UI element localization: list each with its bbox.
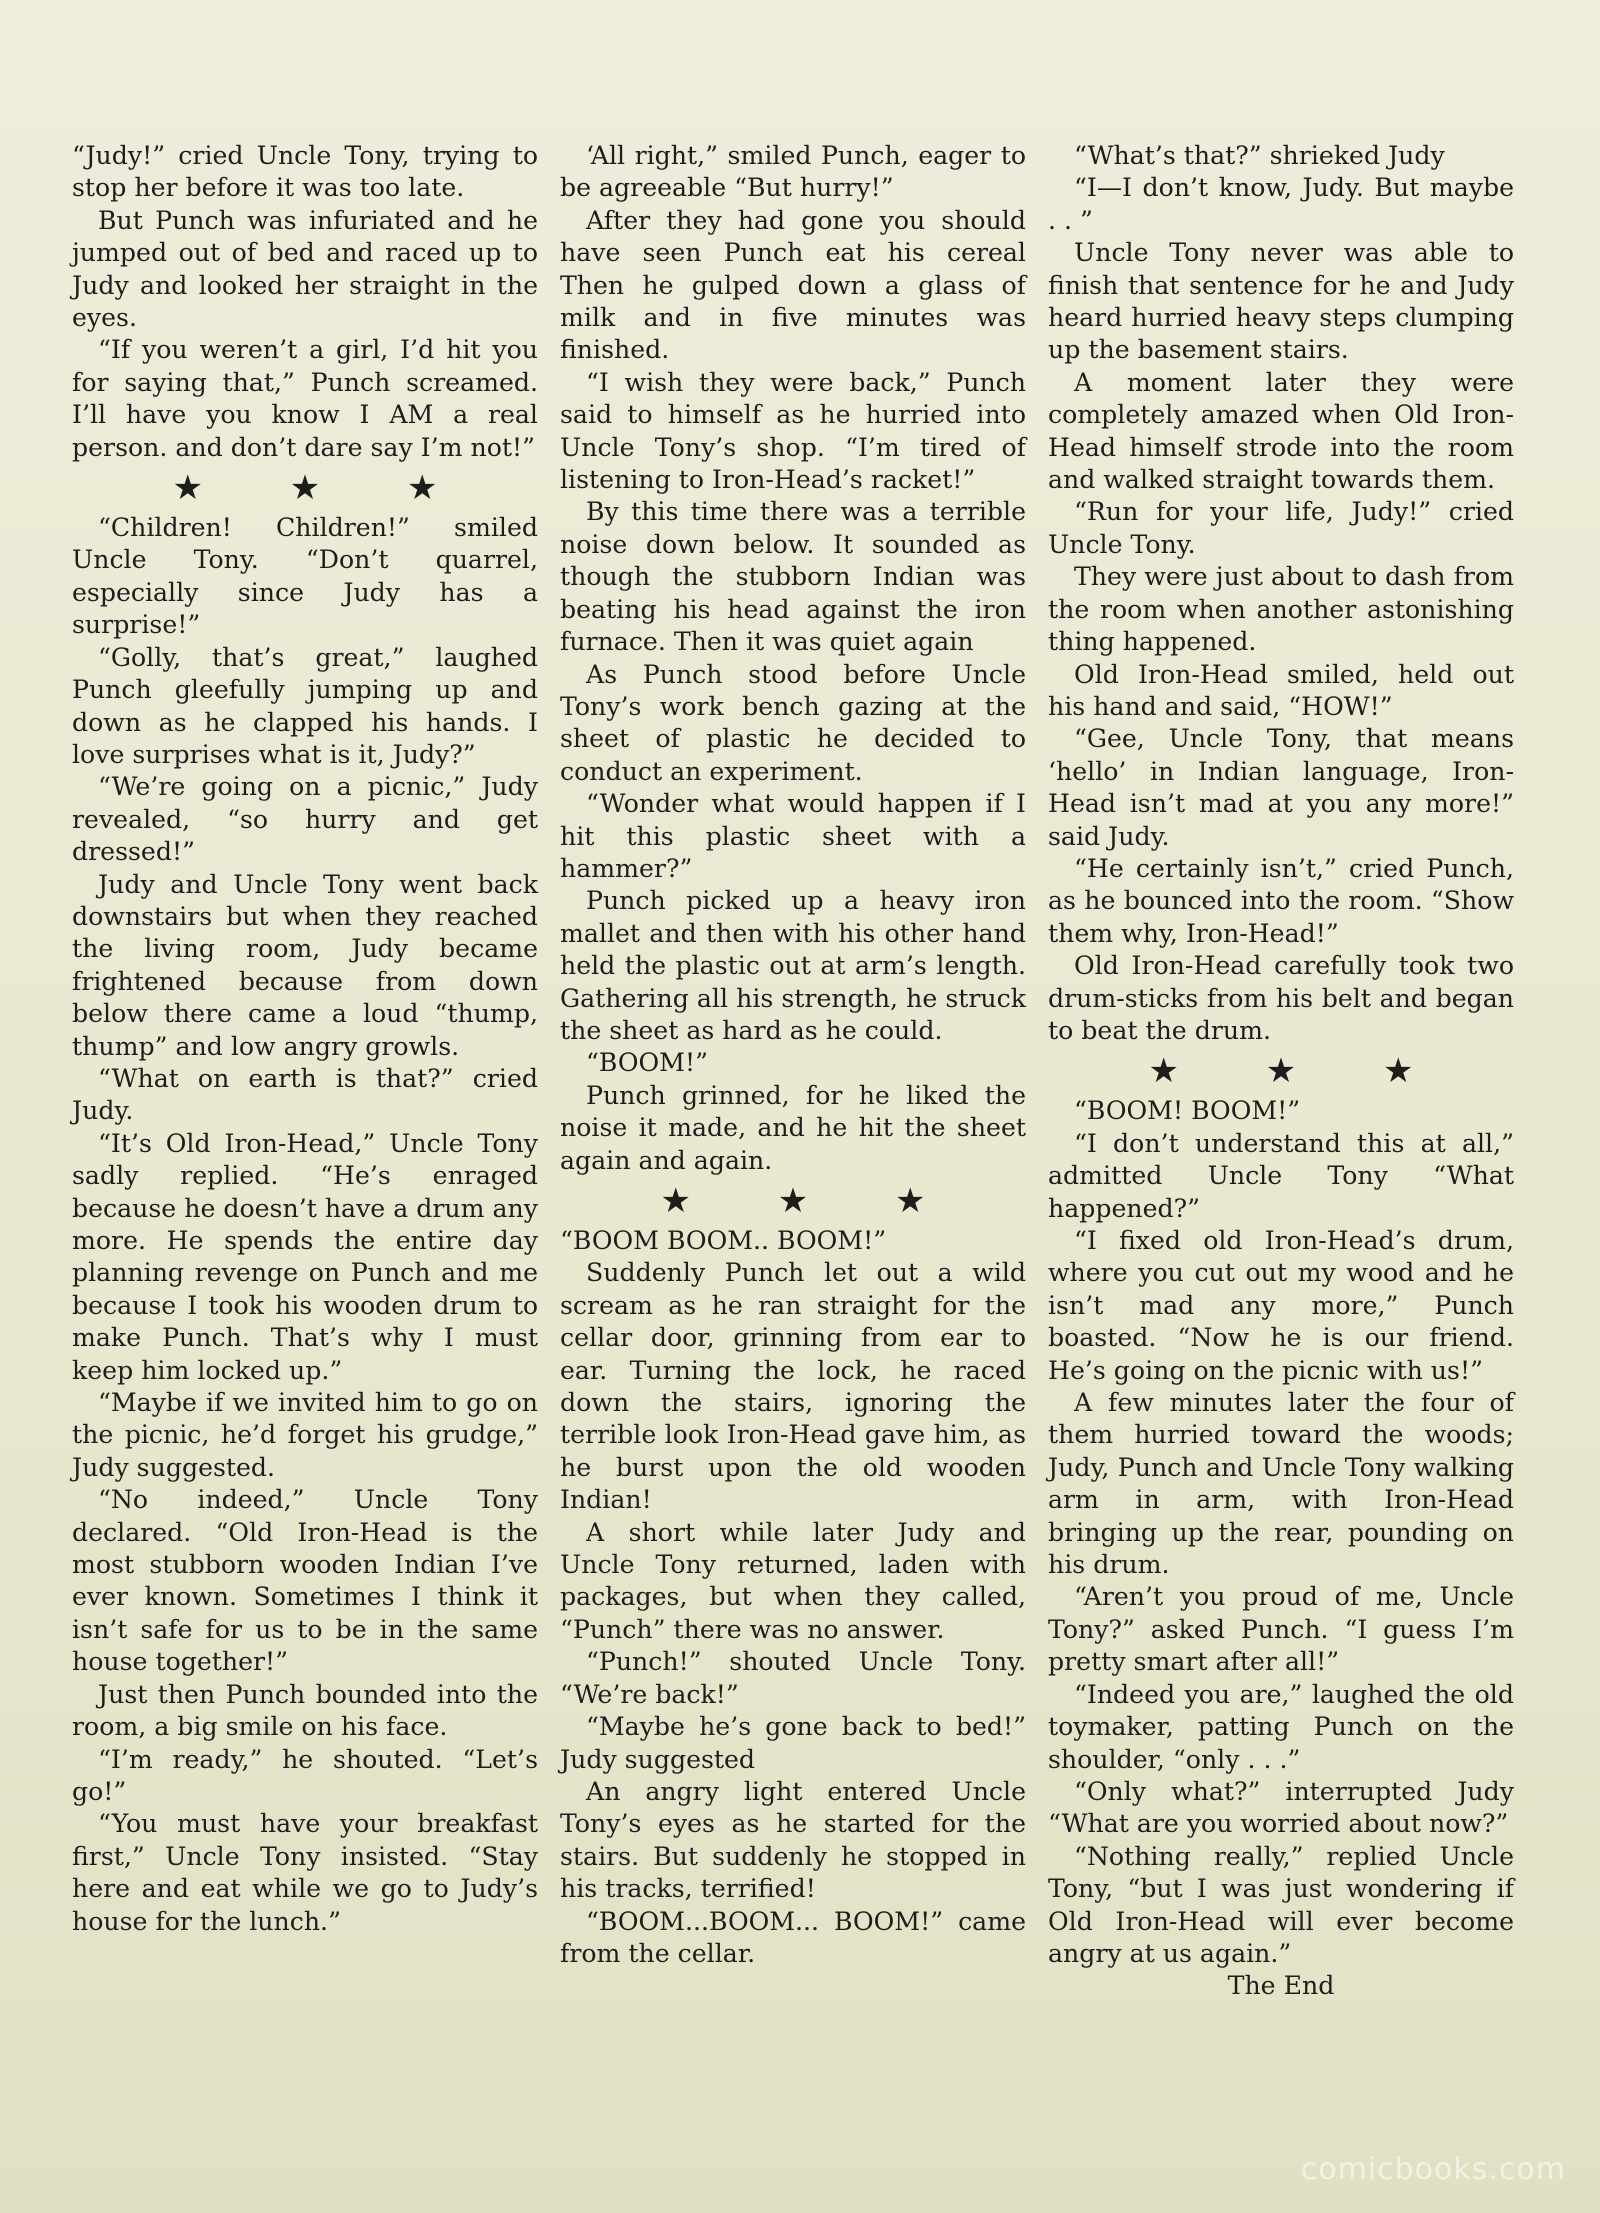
paragraph: “Golly, that’s great,” laughed Punch gleefully jumping up and down as he clapped his hands. I love surprises what is it, Judy?”	[72, 642, 538, 769]
paragraph: Uncle Tony never was able to finish that sentence for he and Judy heard hurried heavy steps clumping up the basement stairs.	[1048, 238, 1514, 365]
paragraph: “I’m ready,” he shouted. “Let’s go!”	[72, 1744, 538, 1806]
paragraph: But Punch was infuriated and he jumped out of bed and raced up to Judy and looked her straight in the eyes.	[72, 205, 538, 333]
paragraph: Suddenly Punch let out a wild scream as he ran straight for the cellar door, grinning from ear to ear. Turning the lock, he raced down the stairs, ignoring the terrible look Iron-Head gave him, as he burst upon the old wooden Indian!	[560, 1258, 1026, 1515]
paragraph: “What on earth is that?” cried Judy.	[72, 1063, 538, 1126]
paragraph: They were just about to dash from the room when another astonishing thing happened.	[1048, 562, 1514, 657]
paragraph: A few minutes later the four of them hurried toward the woods; Judy, Punch and Uncle Tony walking arm in arm, with Iron-Head bringing up the rear, pounding on his drum.	[1048, 1388, 1514, 1580]
paragraph: “No indeed,” Uncle Tony declared. “Old Iron-Head is the most stubborn wooden Indian I’ve ever known. Sometimes I think it isn’t safe for us to be in the same house together!”	[72, 1485, 538, 1677]
paragraph: An angry light entered Uncle Tony’s eyes as he started for the stairs. But suddenly he stopped in his tracks, terrified!	[560, 1776, 1026, 1904]
paragraph: “Nothing really,” replied Uncle Tony, “but I was just wondering if Old Iron-Head will ever become angry at us again.”	[1048, 1841, 1514, 1968]
paragraph: “Punch!” shouted Uncle Tony. “We’re back!”	[560, 1647, 1026, 1709]
paragraph: “Maybe if we invited him to go on the picnic, he’d forget his grudge,” Judy suggested.	[72, 1388, 538, 1482]
paragraph: “We’re going on a picnic,” Judy revealed, “so hurry and get dressed!”	[72, 772, 538, 867]
paragraph: “I fixed old Iron-Head’s drum, where you cut out my wood and he isn’t mad any more,” Punch boasted. “Now he is our friend. He’s going on the picnic with us!”	[1048, 1226, 1514, 1385]
paragraph: “Maybe he’s gone back to bed!” Judy suggested	[560, 1712, 1026, 1774]
star-divider: ★ ★ ★	[172, 468, 476, 509]
paragraph: “Only what?” interrupted Judy “What are you worried about now?”	[1048, 1776, 1514, 1839]
paragraph: Old Iron-Head carefully took two drum-sticks from his belt and began to beat the drum.	[1048, 951, 1514, 1045]
paragraph: “You must have your breakfast first,” Uncle Tony insisted. “Stay here and eat while we go to Judy’s house for the lunch.”	[72, 1809, 538, 1936]
column-2	[560, 140, 1026, 2140]
column-1	[72, 140, 538, 2140]
paragraph: “Aren’t you proud of me, Uncle Tony?” asked Punch. “I guess I’m pretty smart after all!”	[1048, 1582, 1514, 1677]
paragraph: A short while later Judy and Uncle Tony returned, laden with packages, but when they called, “Punch” there was no answer.	[560, 1517, 1026, 1644]
paragraph: “If you weren’t a girl, I’d hit you for saying that,” Punch screamed. I’ll have you know I AM a real person. and don’t dare say I’m not!”	[72, 335, 538, 462]
paragraph: “Judy!” cried Uncle Tony, trying to stop her before it was too late.	[72, 141, 538, 203]
paragraph: “Run for your life, Judy!” cried Uncle Tony.	[1048, 497, 1514, 559]
paragraph: “I—I don’t know, Judy. But maybe . . ”	[1048, 173, 1514, 235]
paragraph: “BOOM!”	[586, 1048, 708, 1078]
paragraph: As Punch stood before Uncle Tony’s work bench gazing at the sheet of plastic he decided to conduct an experiment.	[560, 659, 1026, 786]
column-3	[1048, 140, 1514, 2140]
paragraph: “BOOM...BOOM... BOOM!” came from the cellar.	[560, 1906, 1026, 1968]
paragraph: “Wonder what would happen if I hit this plastic sheet with a hammer?”	[560, 789, 1026, 883]
paragraph: ‘All right,” smiled Punch, eager to be agreeable “But hurry!”	[560, 141, 1026, 203]
paragraph: A moment later they were completely amazed when Old Iron-Head himself strode into the room and walked straight towards them.	[1048, 367, 1514, 495]
paragraph: By this time there was a terrible noise down below. It sounded as though the stubborn Indian was beating his head against the iron furnace. Then it was quiet again	[560, 497, 1026, 657]
paragraph: Old Iron-Head smiled, held out his hand and said, “HOW!”	[1048, 659, 1514, 721]
paragraph: “Indeed you are,” laughed the old toymaker, patting Punch on the shoulder, “only . . .”	[1048, 1679, 1514, 1774]
paragraph: After they had gone you should have seen Punch eat his cereal Then he gulped down a glass of milk and in five minutes was finished.	[560, 205, 1026, 365]
paragraph: “BOOM BOOM.. BOOM!”	[560, 1226, 887, 1255]
paragraph: “It’s Old Iron-Head,” Uncle Tony sadly replied. “He’s enraged because he doesn’t have a drum any more. He spends the entire day planning revenge on Punch and me because I took his wooden drum to make Punch. That’s why I must keep him locked up.”	[72, 1128, 538, 1385]
paragraph: “He certainly isn’t,” cried Punch, as he bounced into the room. “Show them why, Iron-Head!”	[1048, 853, 1514, 948]
the-end-caption: The End	[1227, 1971, 1335, 2001]
paragraph: “Children! Children!” smiled Uncle Tony. “Don’t quarrel, especially since Judy has a surprise!”	[72, 513, 538, 640]
paragraph: “I wish they were back,” Punch said to himself as he hurried into Uncle Tony’s shop. “I’m tired of listening to Iron-Head’s racket!”	[560, 367, 1026, 495]
text-columns	[72, 140, 1514, 2140]
paragraph: “Gee, Uncle Tony, that means ‘hello’ in Indian language, Iron-Head isn’t mad at you any more!” said Judy.	[1048, 724, 1514, 851]
paragraph: “I don’t understand this at all,” admitted Uncle Tony “What happened?”	[1048, 1128, 1514, 1223]
site-watermark: comicbooks.com	[1300, 2152, 1566, 2187]
paragraph: Judy and Uncle Tony went back downstairs but when they reached the living room, Judy became frightened because from down below there came a loud “thump, thump” and low angry growls.	[72, 869, 538, 1061]
paragraph: Punch picked up a heavy iron mallet and then with his other hand held the plastic out at arm’s length. Gathering all his strength, he struck the sheet as hard as he could.	[560, 886, 1026, 1045]
paragraph: “BOOM! BOOM!”	[1074, 1096, 1301, 1126]
paragraph: Just then Punch bounded into the room, a big smile on his face.	[72, 1679, 538, 1742]
star-divider: ★ ★ ★	[660, 1181, 964, 1221]
star-divider: ★ ★ ★	[1148, 1051, 1452, 1092]
paragraph: Punch grinned, for he liked the noise it made, and he hit the sheet again and again.	[560, 1080, 1026, 1175]
paragraph: “What’s that?” shrieked Judy	[1074, 141, 1445, 170]
